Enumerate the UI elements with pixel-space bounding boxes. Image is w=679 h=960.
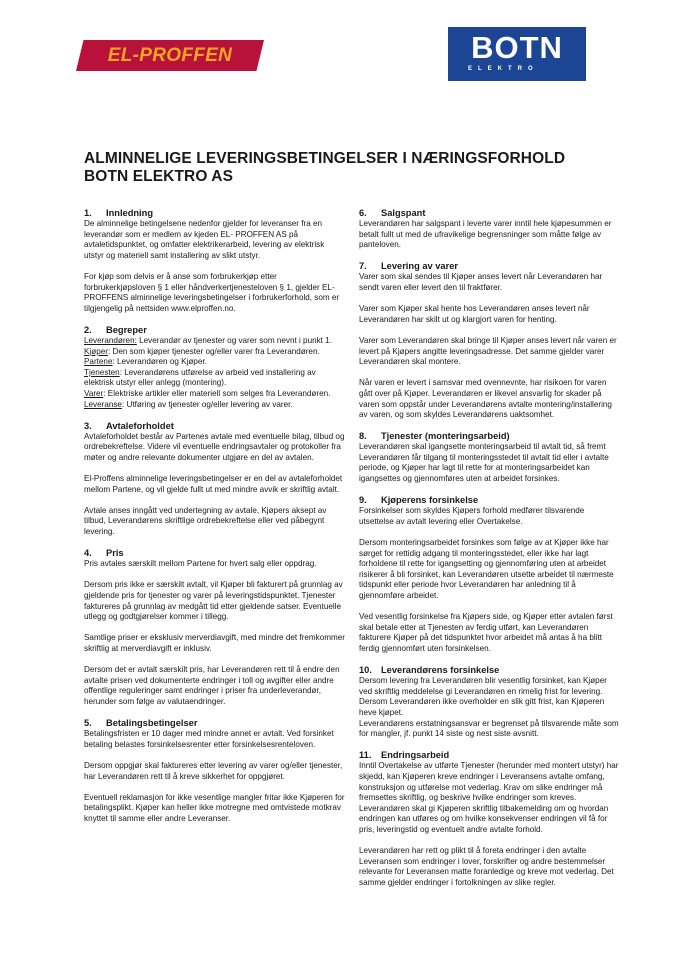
section-pris: [84, 548, 346, 707]
botn-elektro-logo: [448, 27, 586, 81]
paragraph: Leverandøren skal igangsette monteringsarbeid til avtalt tid, så fremt Leverandøren får tilgang til monteringsstedet til avtalt tid eller i avtalte periode, og Kjøper har lagt til rette for at monteringsarbeidet kan igangsettes og gjennomføres uten at arbeidet forsinkes.: [359, 442, 609, 484]
botn-logo-text: BOTN: [471, 30, 563, 65]
section-heading: 4. Pris: [84, 548, 124, 559]
section-heading: 3. Avtaleforholdet: [84, 420, 174, 431]
document-title-line-1: ALMINNELIGE LEVERINGSBETINGELSER I NÆRINGSFORHOLD: [84, 150, 566, 167]
paragraph: Avtale anses inngått ved undertegning av avtale, Kjøpers aksept av tilbud, Leverandørens skriftlige ordrebekreftelse eller ved påbegynt levering.: [84, 505, 327, 537]
section-begreper: [84, 325, 346, 410]
section-heading: 7. Levering av varer: [359, 261, 459, 272]
paragraph: Dersom det er avtalt særskilt pris, har Leverandøren rett til å endre den avtalte prisen ved dokumenterte endringer i toll og avgifter eller andre offentlige reguleringer samt endringer i priser fra underleverandør, herunder som følge av valutaendringer.: [84, 665, 340, 706]
paragraph: Dersom pris ikke er særskilt avtalt, vil Kjøper bli fakturert på grunnlag av gjeldende pris for tjenester og varer på leveringstidspunktet. Tjenester faktureres på grunnlag av medgått tid etter gjeldende satser. Eventuelle utlegg og godtgjørelser kommer i tillegg.: [84, 580, 343, 622]
document-title: [84, 150, 565, 186]
section-heading: 11. Endringsarbeid: [359, 750, 450, 761]
section-endringsarbeid: [359, 750, 621, 888]
section-tjenester: [359, 431, 621, 484]
left-column: [84, 208, 346, 835]
paragraph: Eventuell reklamasjon for ikke vesentlige mangler fritar ikke Kjøperen for betalingsplikt. Kjøper kan heller ikke motregne med omtvistede motkrav knyttet til samme eller andre Leveranser.: [84, 792, 345, 823]
document-title-line-2: BOTN ELEKTRO AS: [84, 168, 234, 185]
paragraph: Pris avtales særskilt mellom Partene for hvert salg eller oppdrag.: [84, 559, 317, 569]
definition-partene: Partene: Leverandøren og Kjøper.: [84, 357, 207, 367]
definition-varer: Varer: Elektriske artikler eller materiell som selges fra Leverandøren.: [84, 388, 331, 398]
paragraph: Varer som Leverandøren skal bringe til Kjøper anses levert når varen er levert på Kjøpers angitte leveringsadresse. Det samme gjelder varer Leverandøren skal montere.: [359, 335, 617, 367]
paragraph: Varer som skal sendes til Kjøper anses levert når Leverandøren har sendt varen eller levert den til fraktfører.: [359, 272, 603, 292]
paragraph: Forsinkelser som skyldes Kjøpers forhold medfører tilsvarende utsettelse av avtalt levering eller Overtakelse.: [359, 506, 585, 526]
paragraph: Ved vesentlig forsinkelse fra Kjøpers side, og Kjøper etter avtalen først skal betale etter at Tjenesten av ferdig utført, kan Leverandøren fakturere Kjøper på det tidspunktet hvor arbeidet må antas å ha blitt ferdig gjennomført uten forsinkelsen.: [359, 612, 613, 653]
section-heading: 1. Innledning: [84, 208, 153, 218]
section-heading: 6. Salgspant: [359, 208, 426, 218]
paragraph: Leverandøren har rett og plikt til å foreta endringer i den avtalte Leveransen som endringer i lover, forskrifter og andre bestemmelser relevante for Leveransen matte foranledige og kreve mot vederlag. Det samme gjelder endringer i fortolkningen av slike regler.: [359, 846, 614, 887]
section-salgspant: [359, 208, 621, 251]
el-proffen-logo-text: EL-PROFFEN: [107, 45, 233, 66]
definition-leverandoren: Leverandøren: Leverandør av tjenester og varer som nevnt i punkt 1.: [84, 335, 332, 345]
paragraph: Dersom oppgjør skal faktureres etter levering av varer og/eller tjenester, har Leverandøren rett til å kreve sikkerhet for oppgjøret.: [84, 760, 343, 781]
paragraph: Varer som Kjøper skal hente hos Leverandøren anses levert når Leverandøren har skilt ut og klargjort varen for henting.: [359, 304, 590, 324]
paragraph: Samtlige priser er eksklusiv merverdiavgift, med mindre det fremkommer skriftlig at merverdiavgift er inklusiv.: [84, 633, 345, 653]
paragraph: Leverandøren har salgspant i leverte varer inntil hele kjøpesummen er betalt fullt ut med de ufravikelige begrensninger som måtte følge av panteloven.: [359, 219, 612, 250]
paragraph: Avtaleforholdet består av Partenes avtale med eventuelle bilag, tilbud og ordrebekreftelse. Videre vil eventuelle endringsavtaler og protokoller fra møter og andre relevante dokumenter utgjøre en del av avtalen.: [84, 431, 345, 462]
section-kjoperens-forsinkelse: [359, 495, 621, 654]
definition-kjoper: Kjøper: Den som kjøper tjenester og/eller varer fra Leverandøren.: [84, 346, 320, 356]
el-proffen-logo: [76, 40, 264, 71]
section-betalingsbetingelser: [84, 718, 346, 824]
section-heading: 2. Begreper: [84, 324, 147, 335]
paragraph: Dersom monteringsarbeidet forsinkes som følge av at Kjøper ikke har sørget for rettidig adgang til monteringsstedet, eller ikke har lagt forholdene til rette for igangsetting og gjennomføring uten at arbeidet risikerer å bli forsinket, kan Leverandøren utsette arbeidet til nærmeste tidspunkt eller periode hvor Leverandøren har anledning til å gjennomføre arbeidet.: [359, 538, 614, 600]
paragraph: El-Proffens alminnelige leveringsbetingelser er en del av avtaleforholdet mellom Partene, og vil gjelde fullt ut med mindre avvik er skriftlig avtalt.: [84, 474, 343, 494]
section-avtaleforholdet: [84, 421, 346, 538]
definition-leveranse: Leveranse: Utføring av tjenester og/eller levering av varer.: [84, 399, 293, 409]
paragraph: Når varen er levert i samsvar med ovennevnte, har risikoen for varen gått over på Kjøper. Leverandøren er likevel ansvarlig for skader på varen som oppstår under Leverandørens avtalte montering/installering av varen, og som skyldes Leverandørens uaktsomhet.: [359, 378, 612, 420]
definition-tjenesten: Tjenesten: Leverandørens utførelse av arbeid ved installering av elektrisk utstyr eller anlegg (montering).: [84, 367, 316, 388]
paragraph: Betalingsfristen er 10 dager med mindre annet er avtalt. Ved forsinket betaling belastes forsinkelsesrenter etter forsinkelsesrenteloven.: [84, 729, 334, 749]
elektro-logo-text: ELEKTRO: [468, 66, 539, 72]
section-heading: 5. Betalingsbetingelser: [84, 718, 198, 729]
section-innledning: [84, 208, 346, 314]
paragraph: Inntil Overtakelse av utførte Tjenester (herunder med montert utstyr) har skjedd, kan Kjøperen kreve endringer i Leveransens avtalte omfang, konstruksjon og utførelse mot vederlag. Krav om slike endringer må fremsettes skriftlig, og beskrive hvilke endringer som kreves. Leverandøren skal gi Kjøperen skriftlig tilbakemelding om og hvordan endringen kan utføres og om hvilke konsekvenser endringen vil få for pris, leveringstid og eventuelt andre avtalte forhold.: [359, 761, 619, 834]
section-heading: 8. Tjenester (monteringsarbeid): [359, 431, 510, 442]
paragraph: Dersom levering fra Leverandøren blir vesentlig forsinket, kan Kjøper ved skriftlig meddelelse gi Leverandøren en rimelig frist for levering. Dersom Leverandøren ikke overholder en slik gitt frist, kan Kjøperen heve kjøpet. Leverandørens erstatningsansvar er begrenset på tilsvarende måte som for mangler, jf. punkt 14 siste og nest siste avsnitt.: [359, 676, 619, 739]
right-column: [359, 208, 621, 899]
paragraph: For kjøp som delvis er å anse som forbrukerkjøp etter forbrukerkjøpsloven § 1 eller håndverkertjenesteloven § 1, gjelder EL-PROFFENS alminnelige leveringsbetingelser i forbrukerforhold, som er tilgjengelig på nettsiden www.elproffen.no.: [84, 271, 340, 313]
section-heading: 9. Kjøperens forsinkelse: [359, 495, 479, 506]
section-heading: 10. Leverandørens forsinkelse: [359, 665, 500, 676]
section-leverandorens-forsinkelse: [359, 665, 621, 740]
paragraph: De alminnelige betingelsene nedenfor gjelder for leveranser fra en leverandør som er medlem av kjeden EL- PROFFEN AS på avtaletidspunktet, og omfatter elektrikerarbeid, levering av elektrisk utstyr og materiell samt installering av slikt utstyr.: [84, 219, 325, 260]
section-levering-av-varer: [359, 261, 621, 420]
